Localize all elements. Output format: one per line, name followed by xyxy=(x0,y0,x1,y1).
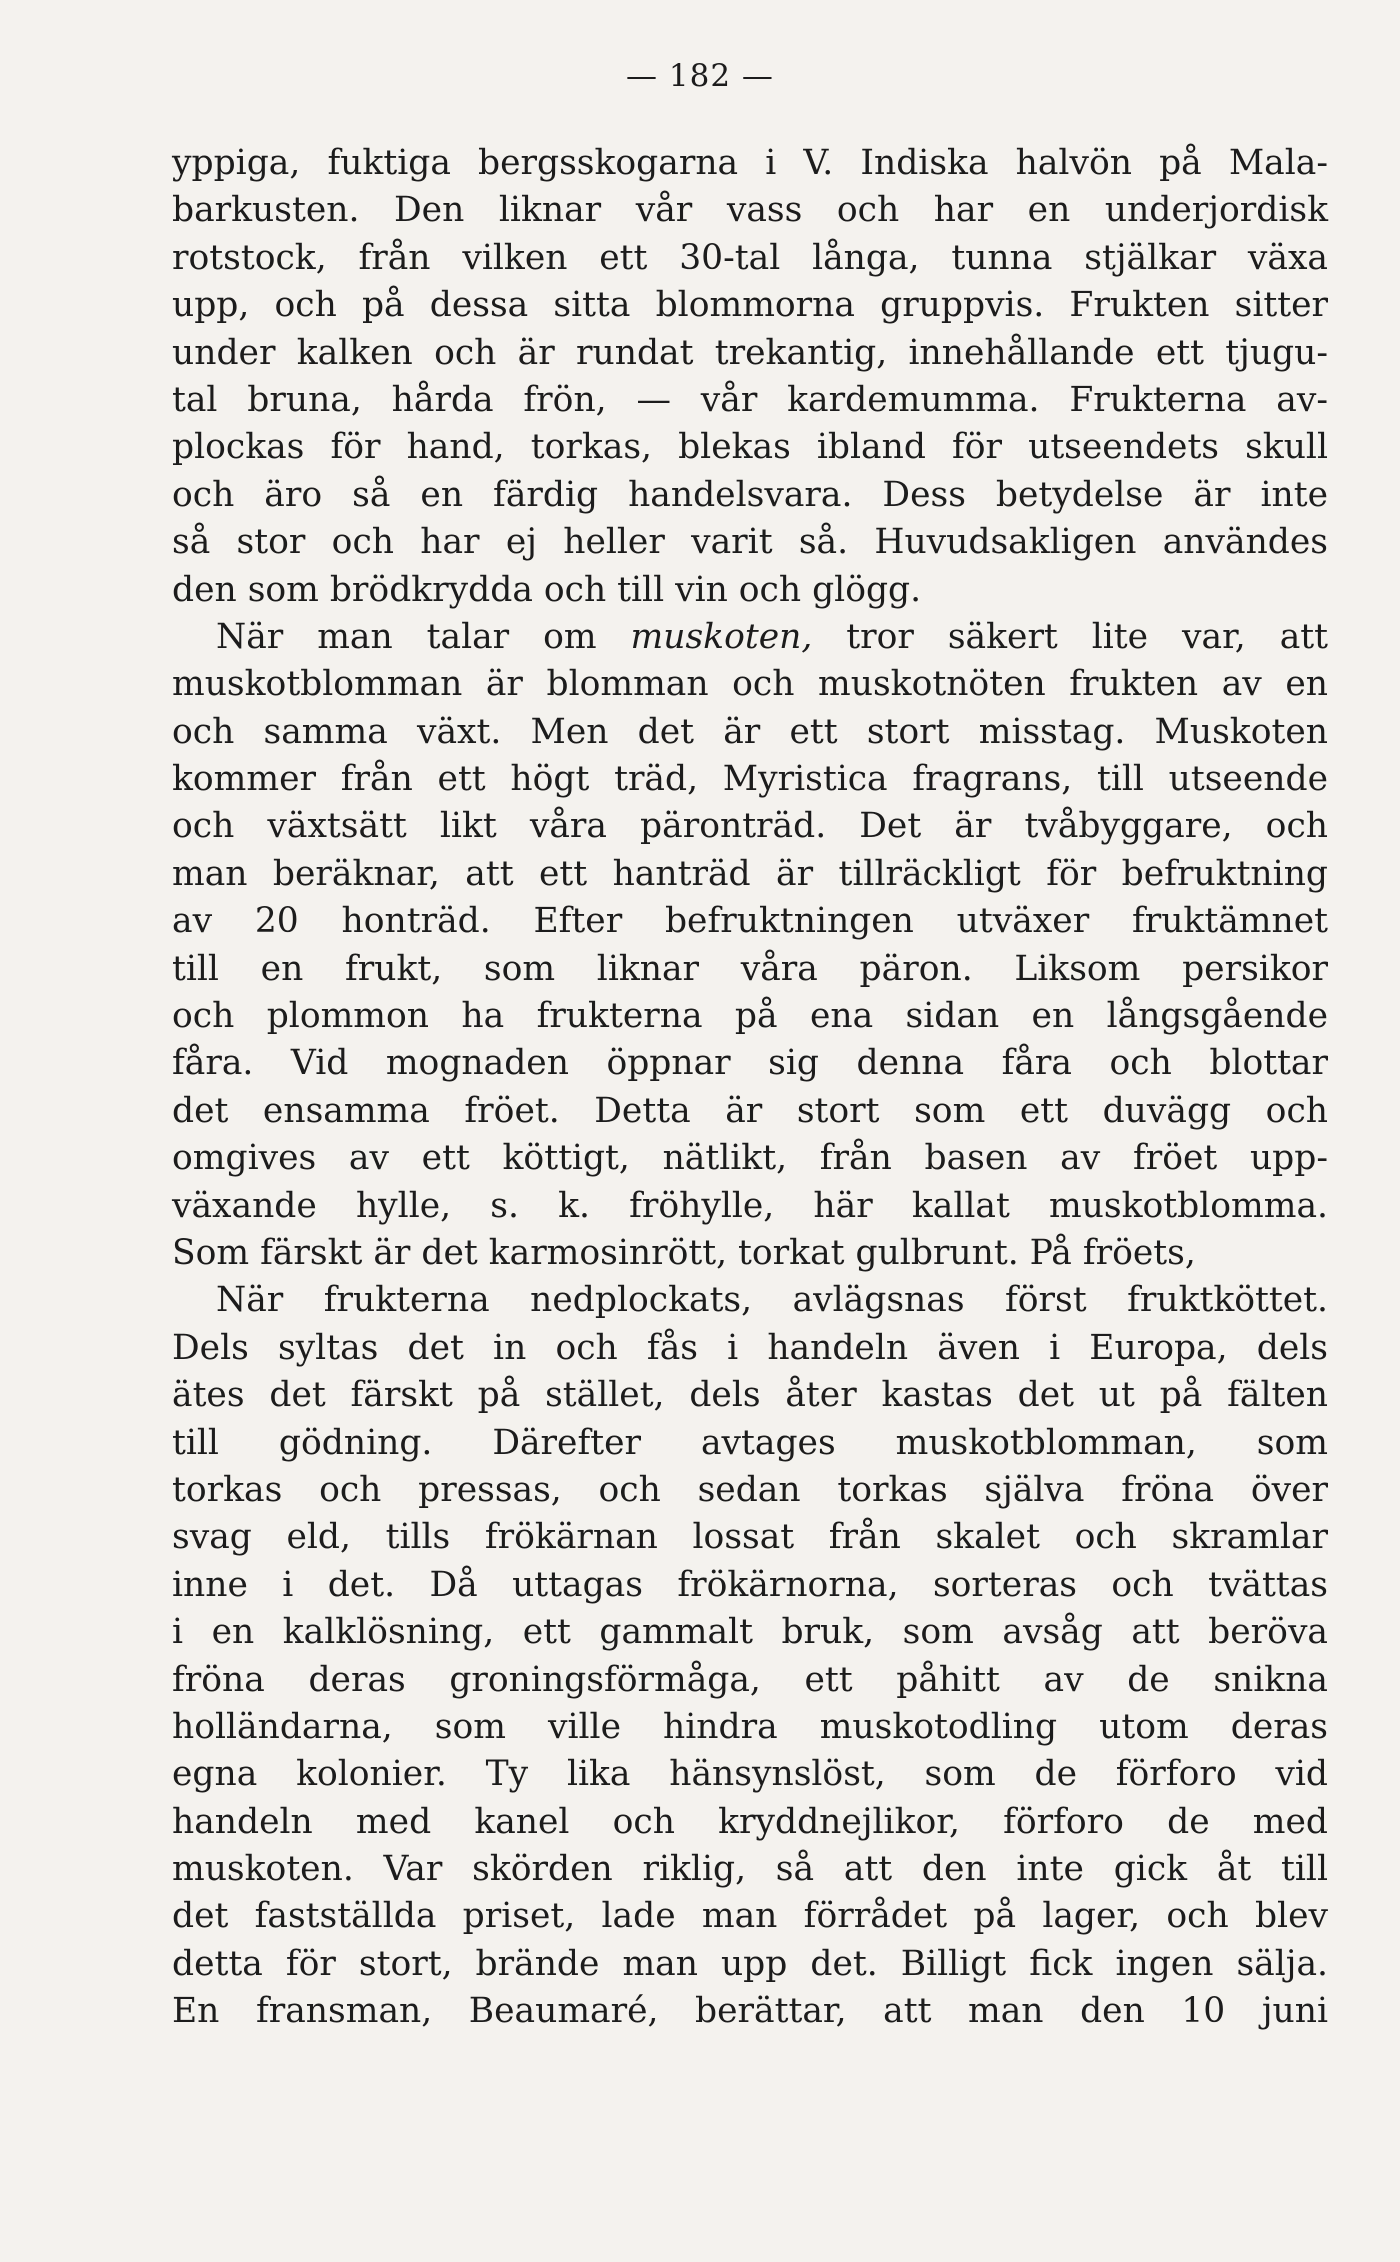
text-line: fröna deras groningsförmåga, ett påhitt av de snikna xyxy=(172,1659,1328,1700)
text-line: plockas för hand, torkas, blekas ibland för utseendets skull xyxy=(172,427,1328,468)
text-line: Som färskt är det karmosinrött, torkat gulbrunt. På fröets, xyxy=(172,1232,1196,1273)
text-line: detta för stort, brände man upp det. Billigt fick ingen sälja. xyxy=(172,1943,1328,1984)
text-line: egna kolonier. Ty lika hänsynslöst, som de förforo vid xyxy=(172,1754,1328,1795)
text-line: växande hylle, s. k. fröhylle, här kallat muskotblomma. xyxy=(172,1185,1328,1226)
text-line: fåra. Vid mognaden öppnar sig denna fåra och blottar xyxy=(172,1043,1328,1084)
text-line: upp, och på dessa sitta blommorna gruppvis. Frukten sitter xyxy=(172,285,1328,326)
text-line: det fastställda priset, lade man förrådet på lager, och blev xyxy=(172,1896,1328,1937)
text-run: tror säkert lite var, att xyxy=(812,616,1328,657)
text-line: tal bruna, hårda frön, — vår kardemumma. Frukterna av- xyxy=(172,379,1328,420)
text-line: i en kalklösning, ett gammalt bruk, som avsåg att beröva xyxy=(172,1612,1328,1653)
body-text xyxy=(172,140,1328,2036)
text-line: yppiga, fuktiga bergsskogarna i V. Indiska halvön på Mala- xyxy=(172,143,1328,183)
text-line: När frukterna nedplockats, avlägsnas först fruktköttet. xyxy=(216,1280,1328,1321)
text-line: kommer från ett högt träd, Myristica fragrans, till utseende xyxy=(172,759,1328,800)
text-line: rotstock, från vilken ett 30-tal långa, tunna stjälkar växa xyxy=(172,237,1328,278)
text-line: barkusten. Den liknar vår vass och har en underjordisk xyxy=(172,190,1328,231)
text-line: och äro så en färdig handelsvara. Dess betydelse är inte xyxy=(172,474,1328,515)
italic-term: muskoten, xyxy=(630,616,813,657)
text-line: En fransman, Beaumaré, berättar, att man den 10 juni xyxy=(172,1991,1328,2032)
page-number: — 182 — xyxy=(626,58,774,94)
text-line: holländarna, som ville hindra muskotodling utom deras xyxy=(172,1706,1328,1747)
text-line: den som brödkrydda och till vin och glögg. xyxy=(172,569,922,610)
text-line: Dels syltas det in och fås i handeln även i Europa, dels xyxy=(172,1327,1328,1368)
text-line: och växtsätt likt våra päronträd. Det är tvåbyggare, och xyxy=(172,806,1328,847)
text-line: ätes det färskt på stället, dels åter kastas det ut på fälten xyxy=(172,1375,1328,1416)
text-run: När man talar om xyxy=(216,616,631,657)
text-line: så stor och har ej heller varit så. Huvudsakligen användes xyxy=(172,522,1328,563)
text-line: och plommon ha frukterna på ena sidan en långsgående xyxy=(172,996,1328,1037)
text-line: man beräknar, att ett hanträd är tillräckligt för befruktning xyxy=(172,853,1328,894)
text-line: till en frukt, som liknar våra päron. Liksom persikor xyxy=(172,948,1328,989)
text-line: torkas och pressas, och sedan torkas själva fröna över xyxy=(172,1469,1328,1510)
text-line: muskoten. Var skörden riklig, så att den inte gick åt till xyxy=(172,1849,1328,1890)
text-line: det ensamma fröet. Detta är stort som ett duvägg och xyxy=(172,1090,1328,1131)
text-line: och samma växt. Men det är ett stort misstag. Muskoten xyxy=(172,711,1328,752)
text-line: till gödning. Därefter avtages muskotblomman, som xyxy=(172,1422,1328,1463)
text-line xyxy=(172,614,1328,661)
text-line: svag eld, tills frökärnan lossat från skalet och skramlar xyxy=(172,1517,1328,1558)
paragraph-cardamom xyxy=(172,140,1328,614)
text-line: handeln med kanel och kryddnejlikor, förforo de med xyxy=(172,1801,1328,1842)
text-line: omgives av ett köttigt, nätlikt, från basen av fröet upp- xyxy=(172,1138,1328,1179)
paragraph-nutmeg xyxy=(172,614,1328,1277)
text-line: muskotblomman är blomman och muskotnöten frukten av en xyxy=(172,664,1328,705)
text-line: under kalken och är rundat trekantig, innehållande ett tjugu- xyxy=(172,332,1328,373)
paragraph-harvest xyxy=(172,1277,1328,2035)
text-line: av 20 honträd. Efter befruktningen utväxer fruktämnet xyxy=(172,901,1328,942)
text-line: inne i det. Då uttagas frökärnorna, sorteras och tvättas xyxy=(172,1564,1328,1605)
